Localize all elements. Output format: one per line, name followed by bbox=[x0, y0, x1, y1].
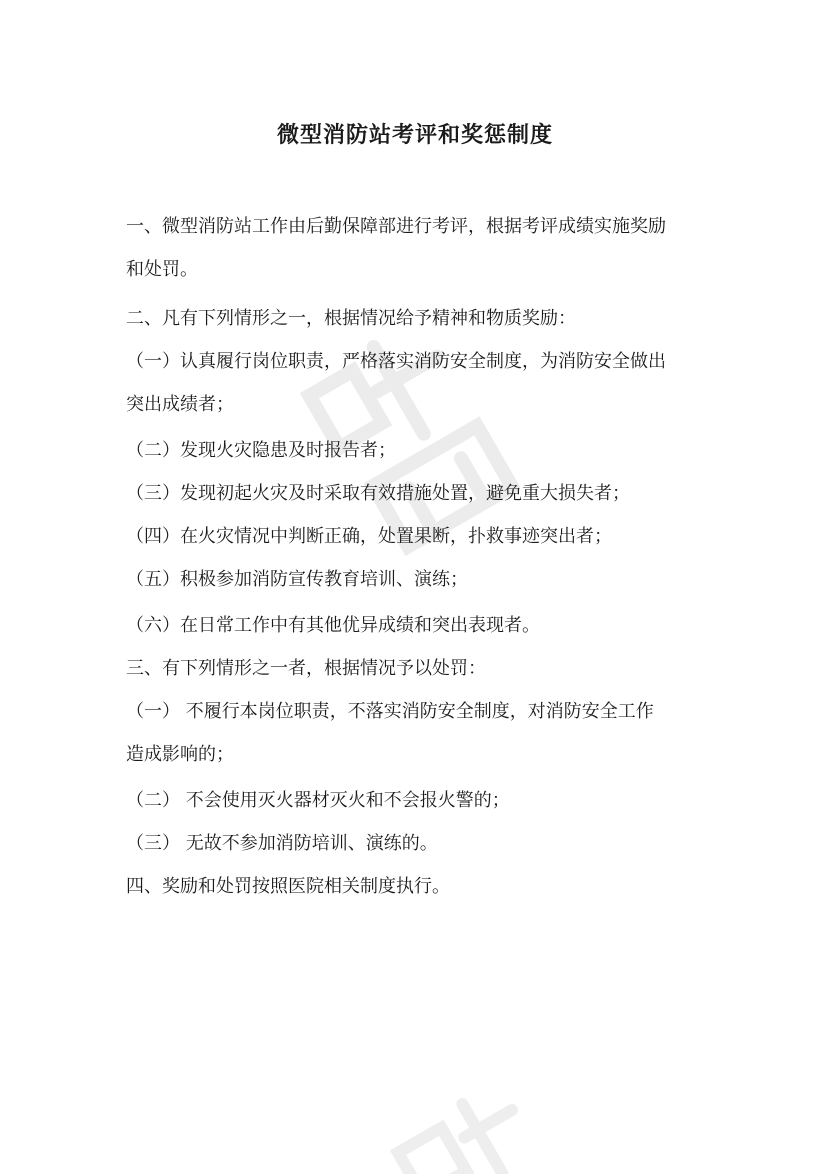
watermark-graphic-bottom bbox=[380, 1080, 540, 1174]
paragraph-line: 一、微型消防站工作由后勤保障部进行考评，根据考评成绩实施奖励 bbox=[126, 216, 666, 237]
paragraph-line: 和处罚。 bbox=[126, 259, 198, 280]
paragraph-line: （二） 不会使用灭火器材灭火和不会报火警的； bbox=[126, 790, 510, 811]
paragraph-line: （五）积极参加消防宣传教育培训、演练； bbox=[126, 569, 468, 590]
paragraph-line: 突出成绩者； bbox=[126, 394, 234, 415]
paragraph-line: （二）发现火灾隐患及时报告者； bbox=[126, 440, 396, 461]
paragraph-line: （一）认真履行岗位职责，严格落实消防安全制度，为消防安全做出 bbox=[126, 351, 666, 372]
paragraph-line: 二、凡有下列情形之一，根据情况给予精神和物质奖励： bbox=[126, 308, 576, 329]
paragraph-line: 三、有下列情形之一者，根据情况予以处罚： bbox=[126, 658, 486, 679]
paragraph-line: （三）发现初起火灾及时采取有效措施处置，避免重大损失者； bbox=[126, 483, 630, 504]
paragraph-line: 造成影响的； bbox=[126, 744, 234, 765]
document-title: 微型消防站考评和奖惩制度 bbox=[276, 123, 553, 148]
paragraph-line: （三） 无故不参加消防培训、演练的。 bbox=[126, 833, 438, 854]
paragraph-line: （一） 不履行本岗位职责，不落实消防安全制度，对消防安全工作 bbox=[126, 701, 654, 722]
paragraph-line: 四、奖励和处罚按照医院相关制度执行。 bbox=[126, 876, 450, 897]
paragraph-line: （四）在火灾情况中判断正确，处置果断，扑救事迹突出者； bbox=[126, 526, 612, 547]
paragraph-line: （六）在日常工作中有其他优异成绩和突出表现者。 bbox=[126, 615, 540, 636]
